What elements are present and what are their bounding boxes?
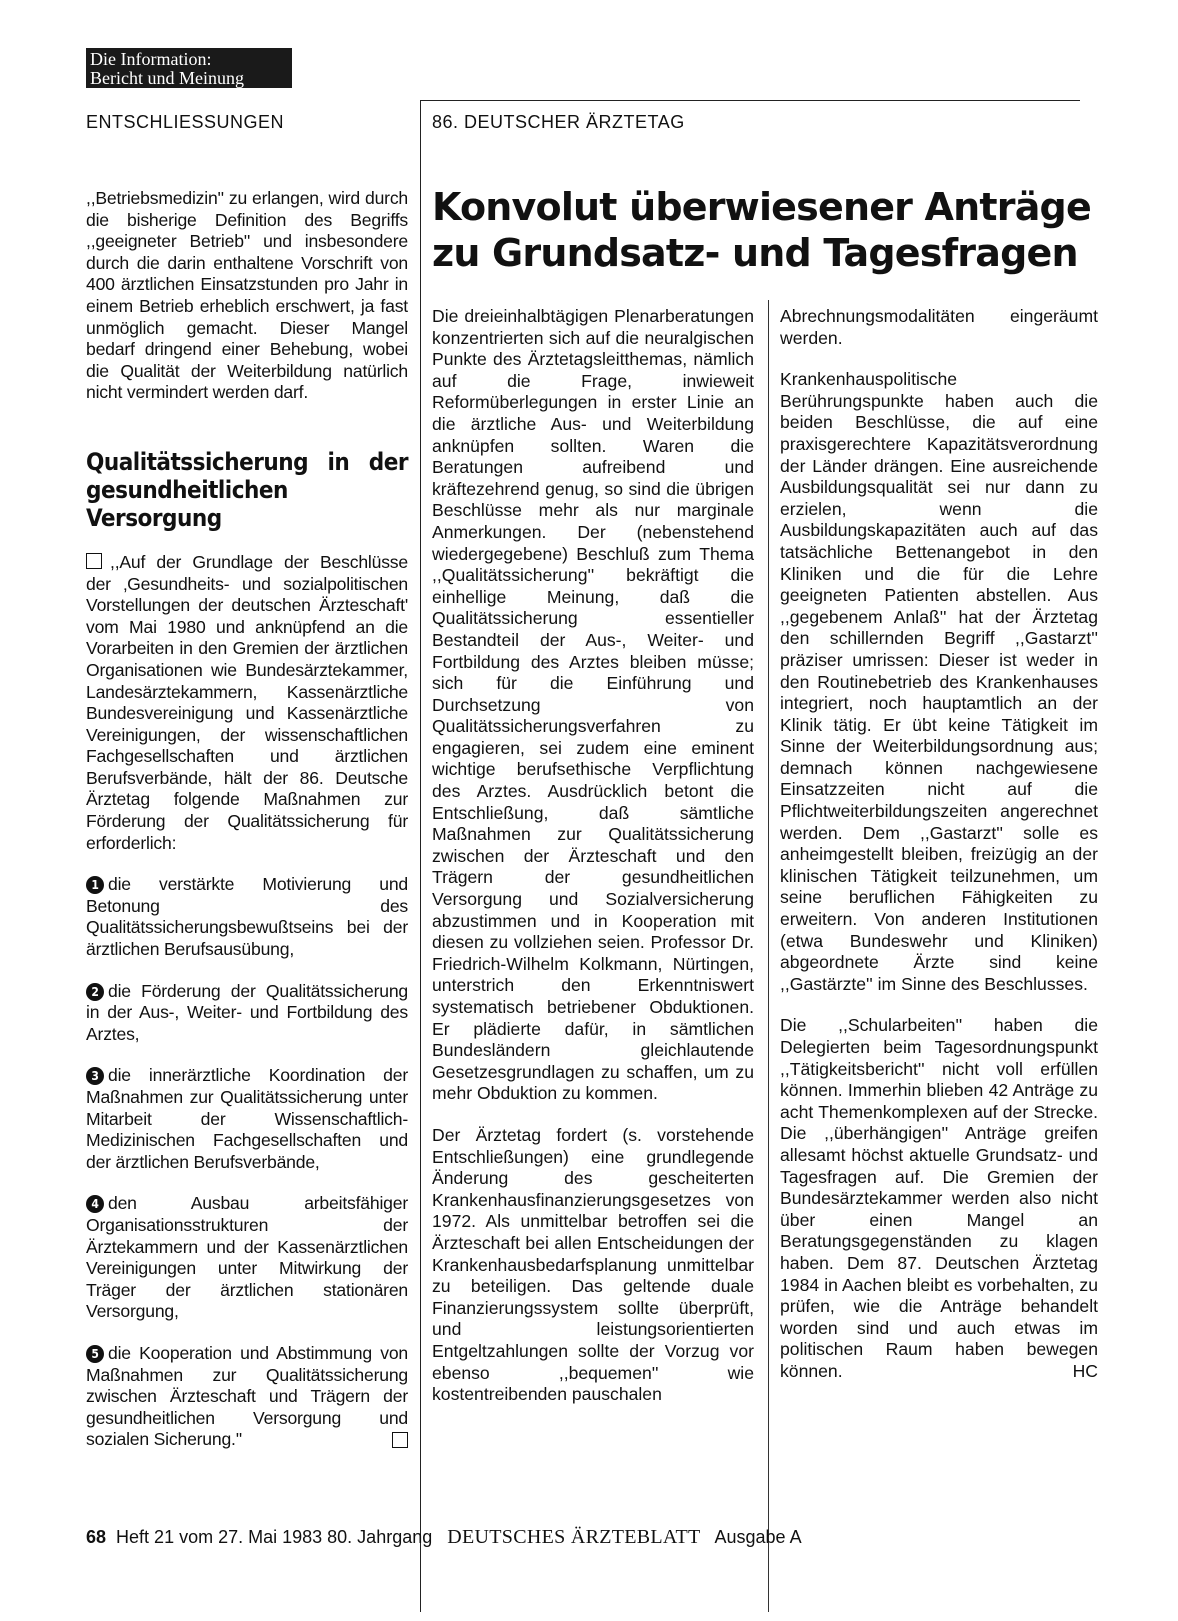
right-section-heading: 86. DEUTSCHER ÄRZTETAG <box>432 112 685 132</box>
list-item-text: die innerärztliche Koordination der Maßnahmen zur Qualitätssicherung unter Mitarbeit der Wissenschaftlich-Medizinischen Fachgesellschaften und der ärztlichen Berufsverbände, <box>86 1065 408 1172</box>
article-paragraph: Der Ärztetag fordert (s. vorstehende Entschließungen) eine grundlegende Änderung des gescheiterten Krankenhausfinanzierungsgesetzes von 1972. Als unmittelbar betroffen sei die Ärzteschaft bei allen Entscheidungen der Krankenhausbedarfsplanung unmittelbar zu beteiligen. Das geltende duale Finanzierungssystem sollte überprüft, und leistungsorientierten Entgeltzahlungen sollte der Vorzug vor ebenso ,,bequemen'' wie kostentreibenden pauschalen <box>432 1124 754 1405</box>
list-item <box>86 1193 408 1323</box>
number-1-icon: 1 <box>86 876 104 894</box>
issue-info: Heft 21 vom 27. Mai 1983 80. Jahrgang <box>116 1527 433 1547</box>
resolution-intro-text: ,,Auf der Grundlage der Beschlüsse der ‚Gesundheits- und sozialpolitischen Vorstellungen der deutschen Ärzteschaft' vom Mai 1980 und anknüpfend an die Vorarbeiten in den Gremien der ärztlichen Organisationen wie Bundesärztekammer, Landesärztekammern, Kassenärztliche Bundesvereinigung und Kassenärztliche Vereinigungen, der wissenschaftlichen Fachgesellschaften und ärztlichen Berufsverbände, hält der 86. Deutsche Ärztetag folgende Maßnahmen zur Förderung der Qualitätssicherung für erforderlich: <box>86 551 408 853</box>
top-rule <box>420 100 1080 101</box>
edition: Ausgabe A <box>714 1527 802 1547</box>
page-footer <box>86 1526 802 1549</box>
list-item <box>86 874 408 960</box>
list-item <box>86 1065 408 1173</box>
badge-line-2: Bericht und Meinung <box>90 68 244 88</box>
list-item <box>86 981 408 1046</box>
article-column-divider <box>768 300 769 1612</box>
number-5-icon: 5 <box>86 1345 104 1363</box>
article-paragraph: Die dreieinhalbtägigen Plenarberatungen konzentrierten sich auf die neuralgischen Punkte des Ärztetagsleitthemas, nämlich auf die Frage, inwieweit Reformüberlegungen in erster Linie an die ärztliche Aus- und Weiterbildung anknüpfen sollten. Waren die Beratungen aufreibend und kräftezehrend genug, so sind die übrigen Beschlüsse mehr als nur marginale Anmerkungen. Der (nebenstehend wiedergegebene) Beschluß zum Thema ,,Qualitätssicherung'' bekräftigt die einhellige Meinung, daß die Qualitätssicherung essentieller Bestandteil der Aus-, Weiter- und Fortbildung des Arztes bleiben müsse; sich für die Einführung und Durchsetzung von Qualitätssicherungsverfahren zu engagieren, sei zudem eine eminent wichtige berufsethische Verpflichtung des Arztes. Ausdrücklich betont die Entschließung, daß sämtliche Maßnahmen zur Qualitätssicherung zwischen der Ärzteschaft und den Trägern der gesundheitlichen Versorgung und Sozialversicherung abzustimmen und in Kooperation mit diesen zu vollziehen seien. Professor Dr. Friedrich-Wilhelm Kolkmann, Nürtingen, unterstrich den Erkenntniswert systematisch betriebener Obduktionen. Er plädierte dafür, in sämtlichen Bundesländern gleichlautende Gesetzesgrundlagen zu schaffen, um zu mehr Obduktion zu kommen. <box>432 306 754 1104</box>
list-item-text: die verstärkte Motivierung und Betonung des Qualitätssicherungsbewußtseins bei der ärztlichen Berufsausübung, <box>86 874 408 960</box>
article-paragraph: Abrechnungsmodalitäten eingeräumt werden. <box>780 306 1098 348</box>
left-column <box>86 188 408 1471</box>
left-section-heading: ENTSCHLIESSUNGEN <box>86 112 285 132</box>
section-badge <box>86 48 292 88</box>
number-2-icon: 2 <box>86 983 104 1001</box>
number-3-icon: 3 <box>86 1067 104 1085</box>
resolution-intro <box>86 552 408 854</box>
article-column-3 <box>780 306 1098 1403</box>
article-paragraph: Krankenhauspolitische Berührungspunkte haben auch die beiden Beschlüsse, die auf eine praxisgerechtere Kapazitätsverordnung der Länder drängen. Eine ausreichende Ausbildungsqualität sei nur dann zu erzielen, wenn die Ausbildungskapazitäten auch auf das tatsächliche Bettenangebot in den Kliniken und die für die Lehre geeigneten Patienten abstellen. Aus ,,gegebenem Anlaß'' hat der Ärztetag den schillernden Begriff ,,Gastarzt'' präziser umrissen: Dieser ist weder in den Routinebetrieb des Krankenhauses integriert, noch hauptamtlich an der Klinik tätig. Er übt keine Tätigkeit im Sinne der Weiterbildungsordnung aus; demnach können nachgewiesene Einsatzzeiten nicht auf die Pflichtweiterbildungszeiten angerechnet werden. Dem ,,Gastarzt'' solle es anheimgestellt bleiben, freizügig an der klinischen Tätigkeit teilzunehmen, um seine beruflichen Fähigkeiten zu erweitern. Von anderen Institutionen (etwa Bundeswehr und Kliniken) abgeordnete Ärzte sind keine ,,Gastärzte'' im Sinne des Beschlusses. <box>780 369 1098 994</box>
intro-paragraph: ,,Betriebsmedizin'' zu erlangen, wird durch die bisherige Definition des Begriffs ,,geeigneter Betrieb'' und insbesondere durch die darin enthaltene Vorschrift von 400 ärztlichen Einsatzstunden pro Jahr in einem Betrieb erheblich erschwert, ja fast unmöglich gemacht. Dieser Mangel bedarf dringend einer Behebung, wobei die Qualität der Weiterbildung natürlich nicht vermindert werden darf. <box>86 188 408 403</box>
page-number: 68 <box>86 1527 107 1547</box>
start-box-icon <box>86 553 102 569</box>
article-paragraph <box>780 1015 1098 1382</box>
article-title: Konvolut überwiesener Anträge zu Grundsatz- und Tagesfragen <box>432 185 1091 275</box>
list-item-text: den Ausbau arbeitsfähiger Organisationsstrukturen der Ärztekammern und der Kassenärztlichen Vereinigungen unter Mitwirkung der Träger der ärztlichen stationären Versorgung, <box>86 1193 408 1322</box>
badge-line-1: Die Information: <box>90 49 212 69</box>
author-signature: HC <box>1072 1360 1098 1381</box>
list-item-text: die Kooperation und Abstimmung von Maßnahmen zur Qualitätssicherung zwischen Ärzteschaft und Trägern der gesundheitlichen Versorgung und sozialen Sicherung.'' <box>86 1342 408 1450</box>
number-4-icon: 4 <box>86 1195 104 1213</box>
article-paragraph-text: Die ,,Schularbeiten'' haben die Delegierten beim Tagesordnungspunkt ,,Tätigkeitsbericht'' nicht voll erfüllen können. Immerhin blieben 42 Anträge zu acht Themenkomplexen auf der Strecke. Die ,,überhängigen'' Anträge greifen allesamt höchst aktuelle Grundsatz- und Tagesfragen auf. Die Gremien der Bundesärztekammer werden also nicht über einen Mangel an Beratungsgegenständen zu klagen haben. Dem 87. Deutschen Ärztetag 1984 in Aachen bleibt es vorbehalten, zu prüfen, wie die Anträge behandelt worden sind und auch etwas im politischen Raum haben bewegen können. <box>780 1015 1098 1381</box>
end-box-icon <box>392 1432 408 1448</box>
article-column-2 <box>432 306 754 1426</box>
subheading: Qualitätssicherung in der gesundheitlichen Versorgung <box>86 447 408 532</box>
magazine-name: DEUTSCHES ÄRZTEBLATT <box>447 1526 701 1548</box>
list-item-text: die Förderung der Qualitätssicherung in der Aus-, Weiter- und Fortbildung des Arztes, <box>86 980 408 1044</box>
list-item <box>86 1343 408 1451</box>
column-divider <box>420 100 421 1612</box>
